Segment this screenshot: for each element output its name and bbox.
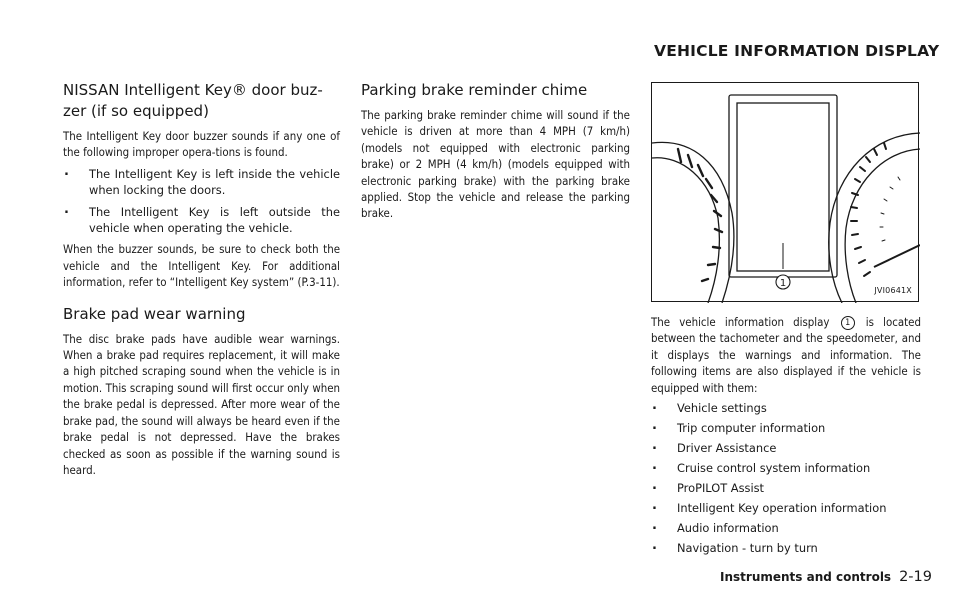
callout-number: 1 bbox=[779, 278, 787, 289]
list-item: . Cruise control system information bbox=[651, 460, 921, 476]
figure-id: JVI0641X bbox=[874, 286, 912, 295]
instrument-cluster-figure bbox=[651, 82, 919, 302]
page-footer bbox=[700, 566, 932, 585]
parking-brake-paragraph: The parking brake reminder chime will sound if the vehicle is driven at more than 4 MPH (7 km/h) (models not equipped with electronic parking brake) or 2 MPH (4 km/h) (models equipped with electronic parking brake) with the parking brake applied. Stop the vehicle and release the parking brake. bbox=[361, 108, 630, 221]
list-item: . The Intelligent Key is left outside the vehicle when operating the vehicle. bbox=[63, 204, 340, 237]
info-display-paragraph bbox=[651, 314, 921, 396]
list-item: . The Intelligent Key is left inside the vehicle when locking the doors. bbox=[63, 166, 340, 199]
para-before-text: The vehicle information display bbox=[651, 315, 830, 329]
list-item: . Intelligent Key operation information bbox=[651, 500, 921, 516]
intelligent-key-buzzer-heading: NISSAN Intelligent Key® door buz-zer (if so equipped) bbox=[63, 81, 323, 120]
list-item: . Driver Assistance bbox=[651, 440, 921, 456]
display-items-list bbox=[651, 400, 921, 556]
list-item: . Navigation - turn by turn bbox=[651, 540, 921, 556]
buzzer-action-paragraph: When the buzzer sounds, be sure to check both the vehicle and the Intelligent Key. For additional information, refer to “Intelligent Key system” (P.3-11). bbox=[63, 242, 340, 290]
page-number: 2-19 bbox=[899, 569, 932, 585]
section-title: VEHICLE INFORMATION DISPLAY bbox=[654, 42, 940, 60]
buzzer-conditions-list bbox=[63, 166, 340, 237]
buzzer-intro-paragraph: The Intelligent Key door buzzer sounds if any one of the following improper opera-tions is found. bbox=[63, 129, 340, 160]
brake-pad-paragraph: The disc brake pads have audible wear warnings. When a brake pad requires replacement, it will make a high pitched scraping sound when the vehicle is in motion. This scraping sound will first occur only when the brake pedal is depressed. After more wear of the brake pad, the sound will always be heard even if the brake pedal is not depressed. Have the brakes checked as soon as possible if the warning sound is heard. bbox=[63, 331, 340, 477]
chapter-name: Instruments and controls bbox=[720, 570, 892, 584]
parking-brake-heading: Parking brake reminder chime bbox=[361, 81, 588, 99]
instrument-cluster-illustration bbox=[652, 83, 920, 303]
list-item: . Trip computer information bbox=[651, 420, 921, 436]
list-item: . ProPILOT Assist bbox=[651, 480, 921, 496]
callout-marker: 1 bbox=[841, 316, 855, 330]
list-item: . Audio information bbox=[651, 520, 921, 536]
middle-column bbox=[361, 80, 630, 222]
para-after-text: is located between the tachometer and the speedometer, and it displays the warnings and information. The following items are also displayed if the vehicle is equipped with them: bbox=[651, 315, 921, 395]
right-column bbox=[651, 82, 921, 560]
brake-pad-heading: Brake pad wear warning bbox=[63, 304, 246, 323]
left-column bbox=[63, 80, 340, 478]
list-item: . Vehicle settings bbox=[651, 400, 921, 416]
